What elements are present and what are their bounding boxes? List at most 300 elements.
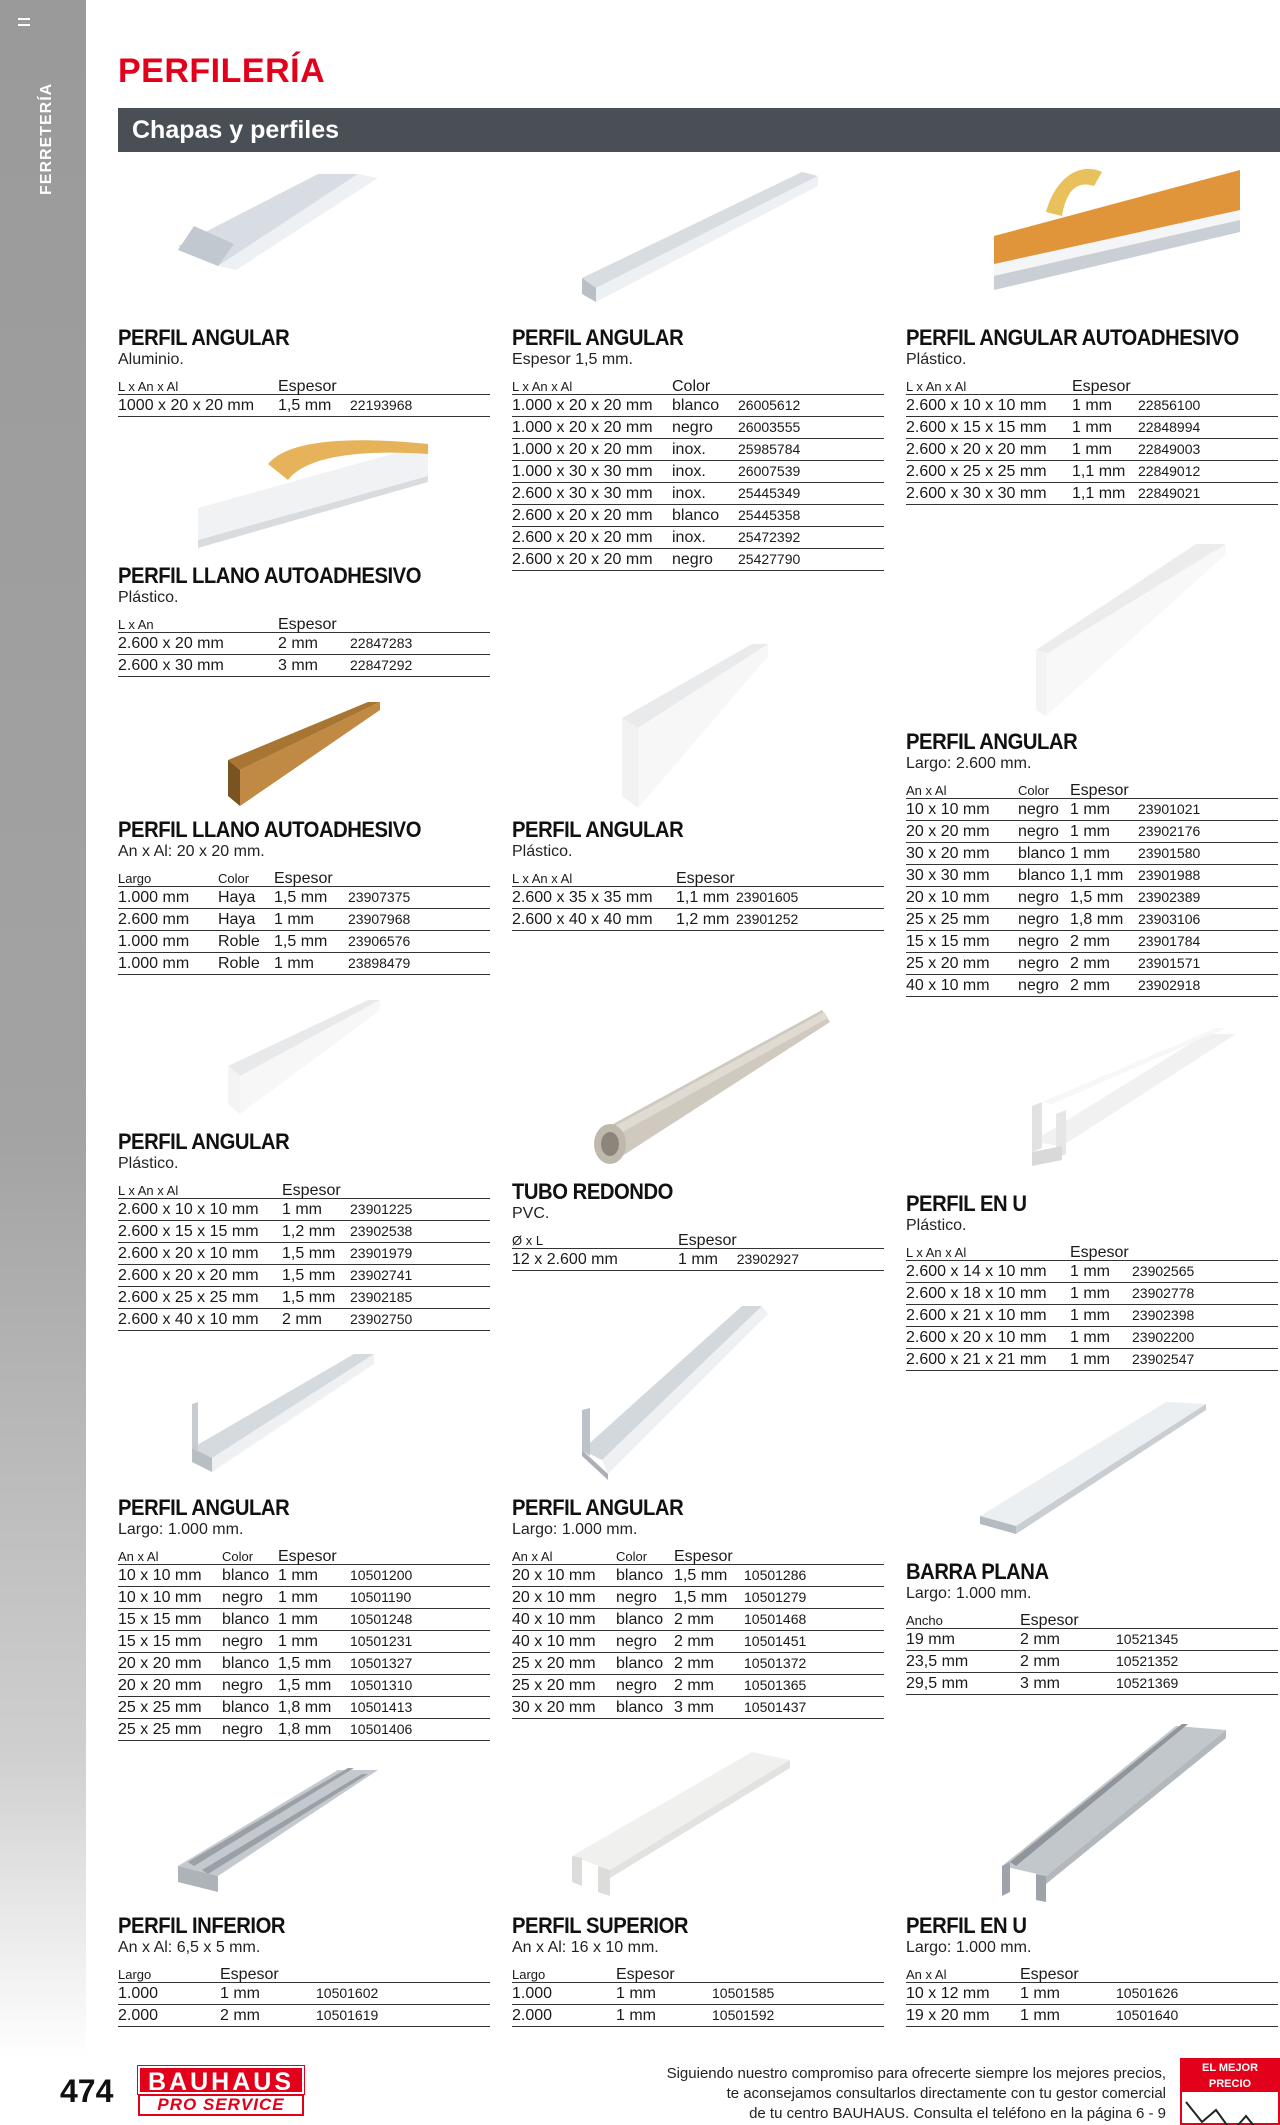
table-row bbox=[512, 1631, 884, 1653]
cell: 2.000 bbox=[512, 2005, 616, 2027]
product-title: TUBO REDONDO bbox=[512, 1179, 673, 1204]
product-card bbox=[906, 1716, 1278, 2027]
table-row bbox=[118, 931, 490, 953]
col-header: Espesor bbox=[220, 1968, 316, 1983]
cell: 22847292 bbox=[350, 655, 490, 677]
cell: 23902389 bbox=[1138, 887, 1278, 909]
cell: 2.600 x 20 x 10 mm bbox=[118, 1243, 282, 1265]
col-header bbox=[1132, 1246, 1278, 1261]
table-row bbox=[118, 1631, 490, 1653]
col-header bbox=[1138, 380, 1278, 395]
cell: 10501640 bbox=[1116, 2005, 1278, 2027]
cell: 1 mm bbox=[220, 1983, 316, 2005]
cell: 22193968 bbox=[350, 395, 490, 417]
table-row bbox=[118, 655, 490, 677]
cell: 40 x 10 mm bbox=[512, 1609, 616, 1631]
col-header bbox=[316, 1968, 490, 1983]
cell: negro bbox=[1018, 975, 1070, 997]
table-row bbox=[906, 1305, 1278, 1327]
cell: 1.000 mm bbox=[118, 931, 218, 953]
cell: 3 mm bbox=[674, 1697, 744, 1719]
product-image bbox=[512, 638, 884, 818]
cell: 23901225 bbox=[350, 1199, 490, 1221]
product-title: PERFIL LLANO AUTOADHESIVO bbox=[118, 817, 421, 842]
cell: negro bbox=[1018, 931, 1070, 953]
cell: 1 mm bbox=[1020, 1983, 1116, 2005]
cell: 1,5 mm bbox=[674, 1565, 744, 1587]
table-row bbox=[118, 953, 490, 975]
cell: 2.600 x 15 x 15 mm bbox=[118, 1221, 282, 1243]
cell: 2.600 x 21 x 10 mm bbox=[906, 1305, 1070, 1327]
table-row bbox=[906, 1629, 1278, 1651]
cell: 10 x 10 mm bbox=[118, 1587, 222, 1609]
col-header bbox=[1138, 784, 1278, 799]
table-row bbox=[906, 799, 1278, 821]
product-subtitle: Plástico. bbox=[906, 351, 967, 368]
cell: 2.600 x 18 x 10 mm bbox=[906, 1283, 1070, 1305]
u-profile-icon bbox=[906, 1026, 1278, 1192]
cell: 1,5 mm bbox=[278, 1653, 350, 1675]
table-row bbox=[906, 1651, 1278, 1673]
cell: 25445349 bbox=[738, 483, 884, 505]
spec-table bbox=[118, 618, 490, 677]
product-card bbox=[118, 1766, 490, 2027]
col-header: L x An x Al bbox=[512, 872, 676, 887]
table-row bbox=[906, 1261, 1278, 1283]
cell: 2.600 x 20 mm bbox=[118, 633, 278, 655]
best-price-label: EL MEJOR PRECIO bbox=[1182, 2060, 1278, 2092]
table-row bbox=[118, 1587, 490, 1609]
product-image bbox=[906, 166, 1278, 326]
product-subtitle: An x Al: 6,5 x 5 mm. bbox=[118, 1939, 261, 1956]
col-header bbox=[738, 380, 884, 395]
cell: 1.000 bbox=[512, 1983, 616, 2005]
table-row bbox=[512, 1697, 884, 1719]
section-title: Chapas y perfiles bbox=[132, 116, 340, 144]
spec-table bbox=[118, 1184, 490, 1331]
cell: 25 x 25 mm bbox=[118, 1697, 222, 1719]
cell: 12 x 2.600 mm bbox=[512, 1249, 678, 1271]
product-title: PERFIL ANGULAR AUTOADHESIVO bbox=[906, 325, 1239, 350]
cell: 23902927 bbox=[737, 1249, 884, 1271]
cell: 25 x 25 mm bbox=[906, 909, 1018, 931]
footer-disclaimer bbox=[610, 2064, 1166, 2124]
col-header bbox=[744, 1550, 884, 1565]
table-row bbox=[512, 527, 884, 549]
cell: blanco bbox=[222, 1565, 278, 1587]
cell: 23901580 bbox=[1138, 843, 1278, 865]
cell: 10521352 bbox=[1116, 1651, 1278, 1673]
cell: 1 mm bbox=[616, 1983, 712, 2005]
cell: 1.000 x 20 x 20 mm bbox=[512, 439, 672, 461]
cell: 23901571 bbox=[1138, 953, 1278, 975]
table-row bbox=[906, 395, 1278, 417]
cell: blanco bbox=[222, 1697, 278, 1719]
table-row bbox=[906, 1349, 1278, 1371]
cell: 2 mm bbox=[282, 1309, 350, 1331]
table-row bbox=[118, 1309, 490, 1331]
cell: negro bbox=[222, 1587, 278, 1609]
adhesive-strip-icon bbox=[118, 436, 490, 564]
cell: 10501626 bbox=[1116, 1983, 1278, 2005]
cell: 23898479 bbox=[348, 953, 490, 975]
cell: 1,8 mm bbox=[1070, 909, 1138, 931]
cell: negro bbox=[222, 1631, 278, 1653]
cell: negro bbox=[616, 1587, 674, 1609]
product-card bbox=[118, 436, 490, 677]
col-header: Espesor bbox=[1070, 1246, 1132, 1261]
cell: 25 x 25 mm bbox=[118, 1719, 222, 1741]
table-row bbox=[118, 909, 490, 931]
cell: 1.000 x 20 x 20 mm bbox=[512, 395, 672, 417]
cell: 1 mm bbox=[282, 1199, 350, 1221]
col-header: An x Al bbox=[118, 1550, 222, 1565]
cell: 1 mm bbox=[278, 1587, 350, 1609]
table-row bbox=[512, 395, 884, 417]
table-row bbox=[906, 439, 1278, 461]
col-header: Espesor bbox=[1020, 1614, 1116, 1629]
table-row bbox=[118, 395, 490, 417]
cell: 10521345 bbox=[1116, 1629, 1278, 1651]
cell: Haya bbox=[218, 909, 274, 931]
cell: 1 mm bbox=[616, 2005, 712, 2027]
cell: 19 x 20 mm bbox=[906, 2005, 1020, 2027]
table-row bbox=[906, 909, 1278, 931]
cell: 23902398 bbox=[1132, 1305, 1278, 1327]
col-header bbox=[737, 1234, 884, 1249]
cell: blanco bbox=[222, 1653, 278, 1675]
cell: 22849012 bbox=[1138, 461, 1278, 483]
angle-profile-icon bbox=[906, 540, 1278, 730]
cell: 1.000 x 30 x 30 mm bbox=[512, 461, 672, 483]
spec-table bbox=[118, 872, 490, 975]
table-row bbox=[906, 1327, 1278, 1349]
footer-line: te aconsejamos consultarlos directamente con tu gestor comercial bbox=[726, 2085, 1166, 2102]
top-rail-icon bbox=[512, 1746, 884, 1914]
cell: 30 x 30 mm bbox=[906, 865, 1018, 887]
cell: 23903106 bbox=[1138, 909, 1278, 931]
col-header bbox=[350, 1550, 490, 1565]
cell: 1 mm bbox=[1072, 395, 1138, 417]
product-title: PERFIL ANGULAR bbox=[118, 1129, 290, 1154]
cell: blanco bbox=[222, 1609, 278, 1631]
cell: 1 mm bbox=[678, 1249, 737, 1271]
product-subtitle: Largo: 2.600 mm. bbox=[906, 755, 1032, 772]
cell: 1,1 mm bbox=[1072, 461, 1138, 483]
cell: 20 x 20 mm bbox=[118, 1675, 222, 1697]
table-row bbox=[512, 1653, 884, 1675]
table-row bbox=[512, 909, 884, 931]
cell: 1,2 mm bbox=[282, 1221, 350, 1243]
cell: 3 mm bbox=[1020, 1673, 1116, 1695]
cell: 1,5 mm bbox=[1070, 887, 1138, 909]
cell: 20 x 20 mm bbox=[906, 821, 1018, 843]
cell: 10501248 bbox=[350, 1609, 490, 1631]
cell: 23901979 bbox=[350, 1243, 490, 1265]
col-header bbox=[350, 618, 490, 633]
product-card bbox=[512, 1300, 884, 1719]
brand-service: PRO SERVICE bbox=[138, 2094, 304, 2116]
cell: 23902200 bbox=[1132, 1327, 1278, 1349]
table-row bbox=[906, 2005, 1278, 2027]
col-header: L x An bbox=[118, 618, 278, 633]
product-image bbox=[118, 1348, 490, 1496]
product-title: PERFIL ANGULAR bbox=[118, 1495, 290, 1520]
spec-table bbox=[906, 380, 1278, 505]
table-row bbox=[906, 461, 1278, 483]
col-header bbox=[350, 380, 490, 395]
cell: 1,2 mm bbox=[676, 909, 736, 931]
table-row bbox=[118, 1287, 490, 1309]
cell: 25472392 bbox=[738, 527, 884, 549]
cell: 26005612 bbox=[738, 395, 884, 417]
cell: 1,5 mm bbox=[274, 887, 348, 909]
cell: Roble bbox=[218, 953, 274, 975]
cell: 23902547 bbox=[1132, 1349, 1278, 1371]
cell: 23907375 bbox=[348, 887, 490, 909]
cell: 2.600 x 25 x 25 mm bbox=[118, 1287, 282, 1309]
col-header: Largo bbox=[118, 872, 218, 887]
cell: 23902538 bbox=[350, 1221, 490, 1243]
cell: 30 x 20 mm bbox=[512, 1697, 616, 1719]
col-header: Color bbox=[672, 380, 738, 395]
col-header bbox=[736, 872, 884, 887]
col-header: Espesor bbox=[278, 1550, 350, 1565]
cell: 2 mm bbox=[278, 633, 350, 655]
cell: 23901784 bbox=[1138, 931, 1278, 953]
col-header: Espesor bbox=[1072, 380, 1138, 395]
cell: 19 mm bbox=[906, 1629, 1020, 1651]
table-row bbox=[118, 1697, 490, 1719]
product-card bbox=[118, 166, 490, 417]
table-row bbox=[118, 1565, 490, 1587]
col-header: Espesor bbox=[676, 870, 735, 887]
product-subtitle: Plástico. bbox=[118, 1155, 179, 1172]
cell: blanco bbox=[616, 1609, 674, 1631]
spec-table bbox=[118, 1968, 490, 2027]
cell: 1.000 mm bbox=[118, 953, 218, 975]
cell: 1 mm bbox=[274, 909, 348, 931]
product-subtitle: Plástico. bbox=[906, 1217, 967, 1234]
cell: 1 mm bbox=[1070, 1305, 1132, 1327]
cell: 1,5 mm bbox=[274, 931, 348, 953]
cell: 2 mm bbox=[674, 1653, 744, 1675]
product-subtitle: Espesor 1,5 mm. bbox=[512, 351, 633, 368]
cell: 10501372 bbox=[744, 1653, 884, 1675]
cell: 20 x 10 mm bbox=[512, 1587, 616, 1609]
footer-line: de tu centro BAUHAUS. Consulta el teléfono en la página 6 - 9 bbox=[749, 2105, 1166, 2122]
spec-table bbox=[906, 1614, 1278, 1695]
cell: 2.600 x 20 x 20 mm bbox=[118, 1265, 282, 1287]
cell: 2 mm bbox=[674, 1675, 744, 1697]
cell: 2.600 x 20 x 20 mm bbox=[512, 527, 672, 549]
cell: negro bbox=[672, 417, 738, 439]
cell: 1 mm bbox=[1070, 1283, 1132, 1305]
cell: 2.600 x 35 x 35 mm bbox=[512, 887, 676, 909]
cell: 1,5 mm bbox=[282, 1287, 350, 1309]
cell: 10501585 bbox=[712, 1983, 884, 2005]
cell: 23901021 bbox=[1138, 799, 1278, 821]
product-image bbox=[118, 166, 490, 326]
product-subtitle: Largo: 1.000 mm. bbox=[906, 1585, 1032, 1602]
col-header: Ø x L bbox=[512, 1234, 678, 1249]
cell: 2 mm bbox=[1020, 1629, 1116, 1651]
product-image bbox=[118, 436, 490, 564]
table-row bbox=[118, 1653, 490, 1675]
cell: negro bbox=[672, 549, 738, 571]
table-row bbox=[118, 1199, 490, 1221]
cell: 10501602 bbox=[316, 1983, 490, 2005]
wood-profile-icon bbox=[118, 690, 490, 818]
cell: 25 x 20 mm bbox=[512, 1653, 616, 1675]
col-header: Color bbox=[218, 872, 274, 887]
cell: 1,5 mm bbox=[282, 1243, 350, 1265]
cell: 1.000 bbox=[118, 1983, 220, 2005]
table-row bbox=[118, 1265, 490, 1287]
footer-line: Siguiendo nuestro compromiso para ofrecerte siempre los mejores precios, bbox=[666, 2065, 1166, 2082]
cell: 1.000 x 20 x 20 mm bbox=[512, 417, 672, 439]
cell: negro bbox=[1018, 799, 1070, 821]
angle-profile-icon bbox=[118, 166, 490, 326]
table-row bbox=[512, 417, 884, 439]
rail-profile-icon bbox=[118, 1766, 490, 1914]
product-title: PERFIL ANGULAR bbox=[906, 729, 1078, 754]
product-image bbox=[512, 1300, 884, 1496]
product-subtitle: Largo: 1.000 mm. bbox=[512, 1521, 638, 1538]
cell: 15 x 15 mm bbox=[118, 1609, 222, 1631]
product-image bbox=[512, 1004, 884, 1180]
cell: 10 x 12 mm bbox=[906, 1983, 1020, 2005]
cell: 2 mm bbox=[1070, 931, 1138, 953]
cell: 1,8 mm bbox=[278, 1719, 350, 1741]
cell: negro bbox=[1018, 887, 1070, 909]
table-row bbox=[906, 1983, 1278, 2005]
col-header: Espesor bbox=[1070, 784, 1138, 799]
cell: 1 mm bbox=[1072, 417, 1138, 439]
cell: 10501279 bbox=[744, 1587, 884, 1609]
cell: 2.600 x 25 x 25 mm bbox=[906, 461, 1072, 483]
cell: 20 x 10 mm bbox=[906, 887, 1018, 909]
spec-table bbox=[512, 1234, 884, 1271]
cell: 10501365 bbox=[744, 1675, 884, 1697]
cell: 2.600 x 20 x 20 mm bbox=[906, 439, 1072, 461]
cell: 2.600 x 20 x 20 mm bbox=[512, 505, 672, 527]
cell: 10501592 bbox=[712, 2005, 884, 2027]
table-row bbox=[512, 1249, 884, 1271]
spec-table bbox=[512, 872, 884, 931]
table-row bbox=[906, 483, 1278, 505]
product-card bbox=[512, 166, 884, 571]
cell: 1,8 mm bbox=[278, 1697, 350, 1719]
cell: 10501468 bbox=[744, 1609, 884, 1631]
cell: 10501451 bbox=[744, 1631, 884, 1653]
col-header bbox=[350, 1184, 490, 1199]
cell: 10501619 bbox=[316, 2005, 490, 2027]
cell: 23902185 bbox=[350, 1287, 490, 1309]
table-row bbox=[906, 417, 1278, 439]
cell: 2 mm bbox=[1070, 953, 1138, 975]
col-header: L x An x Al bbox=[118, 380, 278, 395]
cell: 1,1 mm bbox=[1072, 483, 1138, 505]
table-row bbox=[512, 1675, 884, 1697]
side-label-text: FERRETERÍA bbox=[38, 82, 55, 195]
cell: 10 x 10 mm bbox=[906, 799, 1018, 821]
section-bar bbox=[118, 108, 1280, 152]
table-row bbox=[118, 1983, 490, 2005]
cell: blanco bbox=[1018, 865, 1070, 887]
col-header: Espesor bbox=[282, 1184, 350, 1199]
col-header: Color bbox=[222, 1550, 278, 1565]
product-subtitle: Plástico. bbox=[512, 843, 573, 860]
table-row bbox=[512, 1609, 884, 1631]
cell: Haya bbox=[218, 887, 274, 909]
cell: inox. bbox=[672, 527, 738, 549]
cell: 1 mm bbox=[1070, 1261, 1132, 1283]
cell: 10501327 bbox=[350, 1653, 490, 1675]
col-header: Espesor bbox=[616, 1968, 712, 1983]
cell: blanco bbox=[616, 1697, 674, 1719]
cell: blanco bbox=[1018, 843, 1070, 865]
cell: 22848994 bbox=[1138, 417, 1278, 439]
table-row bbox=[118, 1221, 490, 1243]
product-image bbox=[906, 540, 1278, 730]
product-image bbox=[906, 1026, 1278, 1192]
cell: 2 mm bbox=[674, 1631, 744, 1653]
cell: inox. bbox=[672, 439, 738, 461]
product-card bbox=[512, 1004, 884, 1271]
adhesive-angle-icon bbox=[906, 166, 1278, 326]
cell: 2.600 x 10 x 10 mm bbox=[118, 1199, 282, 1221]
col-header: Color bbox=[1018, 784, 1070, 799]
product-image bbox=[118, 996, 490, 1130]
cell: 1,5 mm bbox=[674, 1587, 744, 1609]
product-title: PERFIL ANGULAR bbox=[512, 325, 684, 350]
table-row bbox=[118, 1243, 490, 1265]
cell: 1 mm bbox=[1070, 799, 1138, 821]
price-chart-icon bbox=[1182, 2092, 1278, 2125]
spec-table bbox=[906, 1968, 1278, 2027]
cell: 1,5 mm bbox=[278, 1675, 350, 1697]
cell: 1,5 mm bbox=[278, 395, 350, 417]
col-header: Espesor bbox=[274, 872, 348, 887]
product-image bbox=[906, 1716, 1278, 1914]
cell: 2.600 x 15 x 15 mm bbox=[906, 417, 1072, 439]
menu-icon bbox=[18, 18, 30, 26]
cell: 2.600 x 10 x 10 mm bbox=[906, 395, 1072, 417]
cell: 15 x 15 mm bbox=[118, 1631, 222, 1653]
product-subtitle: An x Al: 20 x 20 mm. bbox=[118, 843, 265, 860]
col-header bbox=[1116, 1614, 1278, 1629]
page-number: 474 bbox=[60, 2073, 114, 2109]
cell: 23902176 bbox=[1138, 821, 1278, 843]
table-row bbox=[512, 887, 884, 909]
col-header: An x Al bbox=[906, 1968, 1020, 1983]
col-header: L x An x Al bbox=[512, 380, 672, 395]
cell: 2 mm bbox=[1020, 1651, 1116, 1673]
cell: negro bbox=[1018, 953, 1070, 975]
cell: 2.600 x 20 x 20 mm bbox=[512, 549, 672, 571]
page-title: PERFILERÍA bbox=[118, 52, 326, 90]
cell: 1 mm bbox=[1070, 843, 1138, 865]
bauhaus-logo bbox=[138, 2066, 304, 2118]
col-header: L x An x Al bbox=[906, 1246, 1070, 1261]
cell: 2.600 x 21 x 21 mm bbox=[906, 1349, 1070, 1371]
cell: 2.600 x 14 x 10 mm bbox=[906, 1261, 1070, 1283]
tube-icon bbox=[512, 1004, 884, 1180]
cell: 2.600 mm bbox=[118, 909, 218, 931]
angle-profile-icon bbox=[512, 1300, 884, 1496]
table-row bbox=[906, 975, 1278, 997]
